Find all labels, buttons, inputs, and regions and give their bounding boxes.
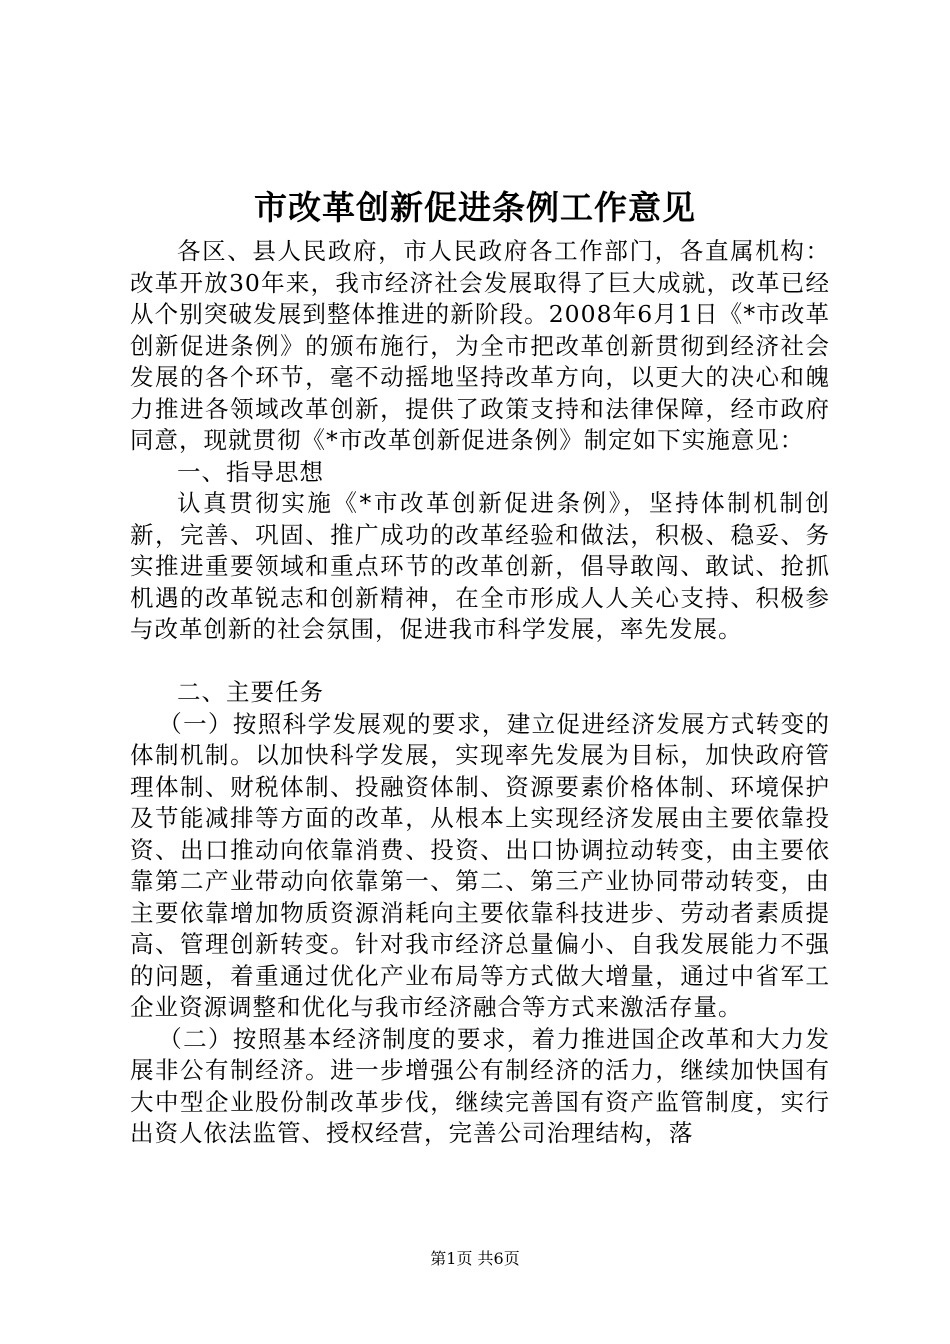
paragraph-spacer bbox=[130, 646, 830, 678]
paragraph-task-one: （一）按照科学发展观的要求，建立促进经济发展方式转变的体制机制。以加快科学发展，实现率先发展为目标，加快政府管理体制、财税体制、投融资体制、资源要素价格体制、环境保护及节能减排等方面的改革，从根本上实现经济发展由主要依靠投资、出口推动向依靠消费、投资、出口协调拉动转变，由主要依靠第二产业带动向依靠第一、第二、第三产业协同带动转变，由主要依靠增加物质资源消耗向主要依靠科技进步、劳动者素质提高、管理创新转变。针对我市经济总量偏小、自我发展能力不强的问题，着重通过优化产业布局等方式做大增量，通过中省军工企业资源调整和优化与我市经济融合等方式来激活存量。 bbox=[130, 709, 830, 1021]
paragraph-task-two: （二）按照基本经济制度的要求，着力推进国企改革和大力发展非公有制经济。进一步增强公有制经济的活力，继续加快国有大中型企业股份制改革步伐，继续完善国有资产监管制度，实行出资人依法监管、授权经营，完善公司治理结构，落 bbox=[130, 1024, 830, 1147]
page-footer: 第1页 共6页 bbox=[430, 1249, 520, 1268]
section-heading-guiding-ideology: 一、指导思想 bbox=[177, 457, 324, 486]
document-title: 市改革创新促进条例工作意见 bbox=[254, 188, 696, 227]
paragraph-guiding-ideology: 认真贯彻实施《*市改革创新促进条例》，坚持体制机制创新，完善、巩固、推广成功的改革经验和做法，积极、稳妥、务实推进重要领域和重点环节的改革创新，倡导敢闯、敢试、抢抓机遇的改革锐志和创新精神，在全市形成人人关心支持、积极参与改革创新的社会氛围，促进我市科学发展，率先发展。 bbox=[130, 489, 830, 643]
paragraph-preamble: 各区、县人民政府，市人民政府各工作部门，各直属机构：改革开放30年来，我市经济社会发展取得了巨大成就，改革已经从个别突破发展到整体推进的新阶段。2008年6月1日《*市改革创新促进条例》的颁布施行，为全市把改革创新贯彻到经济社会发展的各个环节，毫不动摇地坚持改革方向，以更大的决心和魄力推进各领域改革创新，提供了政策支持和法律保障，经市政府同意，现就贯彻《*市改革创新促进条例》制定如下实施意见： bbox=[130, 237, 830, 454]
document-body bbox=[130, 236, 830, 1150]
section-heading-main-tasks: 二、主要任务 bbox=[177, 678, 324, 706]
